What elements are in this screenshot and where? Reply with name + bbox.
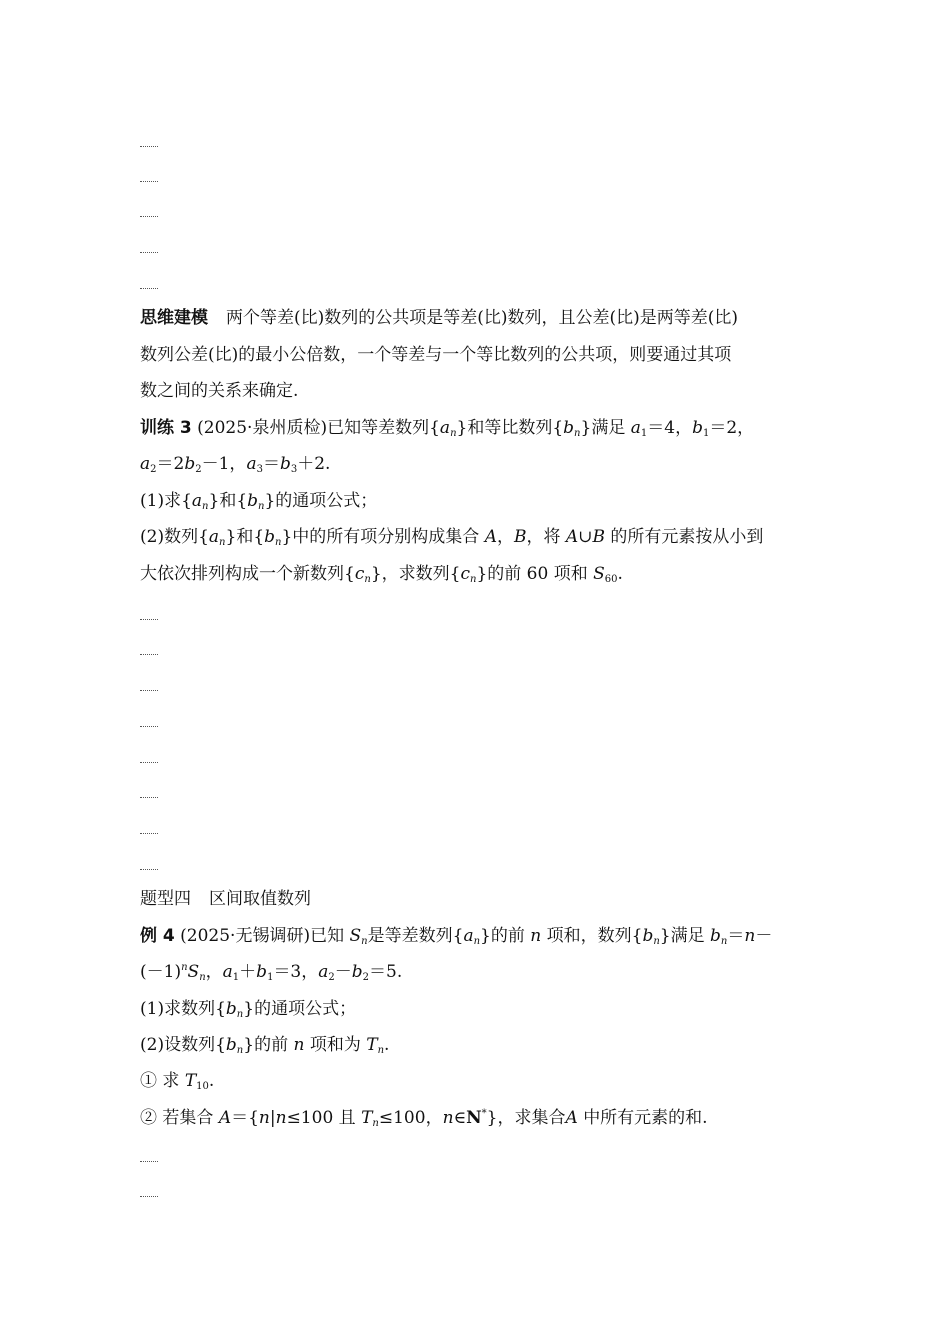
answer-line	[140, 146, 158, 147]
text: ＝{	[231, 1108, 259, 1128]
var: a	[222, 962, 233, 982]
var: n	[377, 1045, 385, 1056]
var: S	[187, 962, 200, 982]
text: }的通项公式；	[264, 491, 378, 511]
var: n	[361, 936, 368, 947]
text: (2)设数列{	[140, 1035, 226, 1055]
text: 已知等差数列{	[327, 418, 440, 438]
var: n	[530, 926, 542, 946]
example-4-subquestion-2	[140, 1106, 820, 1130]
section-name: 区间取值数列	[209, 889, 311, 909]
var: b	[256, 962, 268, 982]
var: A	[218, 1108, 232, 1128]
text: }和{	[208, 491, 248, 511]
var: b	[184, 454, 196, 474]
var: T	[361, 1108, 373, 1128]
example-4-source: (2025·无锡调研)	[180, 926, 311, 946]
text: }，求数列{	[370, 564, 461, 584]
exercise-3-source: (2025·泉州质检)	[197, 418, 328, 438]
var: S	[349, 926, 362, 946]
text: |	[269, 1108, 276, 1128]
var: n	[720, 936, 728, 947]
thinking-model-text-3: 数之间的关系来确定.	[140, 381, 299, 401]
text: 是等差数列{	[367, 926, 464, 946]
exercise-3-question-2-line-1	[140, 525, 820, 549]
var: B	[514, 527, 527, 547]
text: (1)求数列{	[140, 999, 226, 1019]
var: b	[710, 926, 721, 946]
exercise-3-line-1	[140, 416, 820, 440]
subscript: 10	[196, 1081, 209, 1092]
var: B	[592, 527, 605, 547]
thinking-model-line-2	[140, 343, 820, 367]
var: n	[442, 1108, 454, 1128]
text: ＝3，	[273, 962, 319, 982]
text: }中的所有项分别构成集合	[281, 527, 480, 547]
text: －	[755, 926, 773, 946]
text: ，	[205, 962, 223, 982]
text: }的前 60 项和	[476, 564, 588, 584]
text: ≤100 且	[286, 1108, 356, 1128]
text: .	[384, 1035, 390, 1055]
answer-line	[140, 252, 158, 253]
var: n	[364, 574, 371, 585]
thinking-model-text-2: 数列公差(比)的最小公倍数，一个等差与一个等比数列的公共项，则要通过其项	[140, 345, 732, 365]
exercise-3-line-2	[140, 452, 820, 476]
var: S	[593, 564, 605, 584]
var: n	[574, 428, 581, 439]
text: ① 求	[140, 1071, 180, 1091]
text: }满足	[659, 926, 705, 946]
subscript: 1	[232, 972, 240, 983]
text: ＋2.	[297, 454, 331, 474]
subscript: 3	[290, 464, 298, 475]
var: b	[692, 418, 703, 438]
var: n	[653, 936, 660, 947]
var: b	[279, 454, 291, 474]
var: a	[191, 491, 203, 511]
var: b	[642, 926, 654, 946]
var: T	[184, 1071, 197, 1091]
answer-line	[140, 288, 158, 289]
example-4-line-2	[140, 960, 820, 984]
var: n	[181, 962, 188, 973]
example-4-label: 例 4	[140, 926, 175, 946]
section-title	[140, 887, 820, 911]
var: T	[366, 1035, 378, 1055]
text: .	[208, 1071, 215, 1091]
answer-line	[140, 869, 158, 870]
text: ＋	[239, 962, 257, 982]
subscript: 2	[362, 972, 370, 983]
var: n	[744, 926, 756, 946]
var: n	[236, 1045, 244, 1056]
var: b	[264, 527, 276, 547]
answer-line	[140, 833, 158, 834]
subscript: 2	[150, 464, 157, 475]
var: a	[630, 418, 641, 438]
subscript: 1	[702, 428, 710, 439]
text: ，	[497, 527, 514, 547]
text: }和等比数列{	[456, 418, 564, 438]
text: ，将	[526, 527, 561, 547]
text: ＝2，	[709, 418, 755, 438]
var: A	[565, 527, 579, 547]
var: a	[439, 418, 451, 438]
var: n	[293, 1035, 305, 1055]
text: ≤100，	[378, 1108, 443, 1128]
text: }的前	[480, 926, 525, 946]
var: n	[450, 428, 457, 439]
text: ＝	[262, 454, 280, 474]
example-4-line-1	[140, 924, 820, 948]
subscript: 2	[328, 972, 335, 983]
exercise-3-question-2-line-2	[140, 562, 820, 586]
text: (1)求{	[140, 491, 192, 511]
answer-line	[140, 216, 158, 217]
subscript: 60	[604, 574, 618, 585]
text: 已知	[310, 926, 345, 946]
var: c	[354, 564, 365, 584]
text: .	[617, 564, 623, 584]
text: 项和为	[309, 1035, 361, 1055]
var: A	[484, 527, 497, 547]
text: ∈	[453, 1108, 467, 1128]
text: }满足	[580, 418, 626, 438]
text: }的前	[243, 1035, 289, 1055]
example-4-question-2	[140, 1033, 820, 1057]
var: n	[275, 1108, 287, 1128]
section-number: 题型四	[140, 889, 191, 909]
var: b	[247, 491, 259, 511]
text: }的通项公式；	[243, 999, 357, 1019]
exercise-3-question-1	[140, 489, 820, 513]
text: ＝4，	[647, 418, 693, 438]
text: －	[334, 962, 352, 982]
var: n	[372, 1118, 379, 1129]
answer-line	[140, 1196, 158, 1197]
var: n	[469, 574, 477, 585]
example-4-subquestion-1	[140, 1069, 820, 1093]
answer-line	[140, 797, 158, 798]
thinking-model-text-1: 两个等差(比)数列的公共项是等差(比)数列，且公差(比)是两等差(比)	[226, 308, 739, 328]
text: (2)数列{	[140, 527, 209, 547]
var: A	[565, 1108, 578, 1128]
subscript: 3	[256, 464, 263, 475]
var: n	[275, 537, 282, 548]
answer-line	[140, 690, 158, 691]
answer-line	[140, 181, 158, 182]
text: ② 若集合	[140, 1108, 214, 1128]
text: 项和，数列{	[546, 926, 643, 946]
subscript: 1	[267, 972, 274, 983]
text: (－1)	[140, 962, 182, 982]
text: 中所有元素的和.	[583, 1108, 708, 1128]
answer-line	[140, 1161, 158, 1162]
thinking-model-label: 思维建模	[140, 308, 208, 328]
text: }，求集合	[486, 1108, 566, 1128]
answer-line	[140, 654, 158, 655]
var: n	[473, 936, 481, 947]
var: b	[563, 418, 575, 438]
answer-line	[140, 726, 158, 727]
var: a	[140, 454, 151, 474]
text: 的所有元素按从小到	[610, 527, 764, 547]
text: ∪	[578, 527, 593, 547]
var: n	[258, 501, 265, 512]
answer-line	[140, 762, 158, 763]
text: －1，	[201, 454, 247, 474]
text: }和{	[225, 527, 265, 547]
var: n	[236, 1009, 244, 1020]
var: b	[351, 962, 363, 982]
superscript: *	[481, 1108, 487, 1119]
var: n	[202, 501, 209, 512]
var: a	[318, 962, 329, 982]
text: ＝5.	[369, 962, 403, 982]
var: N	[466, 1108, 482, 1128]
answer-line	[140, 619, 158, 620]
text: ＝	[727, 926, 745, 946]
subscript: 1	[640, 428, 648, 439]
var: b	[225, 1035, 237, 1055]
thinking-model-line-3	[140, 379, 820, 403]
subscript: 2	[195, 464, 202, 475]
var: a	[208, 527, 220, 547]
exercise-3-label: 训练 3	[140, 418, 192, 438]
var: b	[225, 999, 237, 1019]
var: a	[246, 454, 257, 474]
text: 大依次排列构成一个新数列{	[140, 564, 355, 584]
var: n	[199, 972, 206, 983]
text: ＝2	[156, 454, 185, 474]
var: c	[460, 564, 470, 584]
var: n	[258, 1108, 270, 1128]
thinking-model-line-1	[140, 306, 820, 330]
var: a	[463, 926, 474, 946]
example-4-question-1	[140, 997, 820, 1021]
var: n	[219, 537, 226, 548]
